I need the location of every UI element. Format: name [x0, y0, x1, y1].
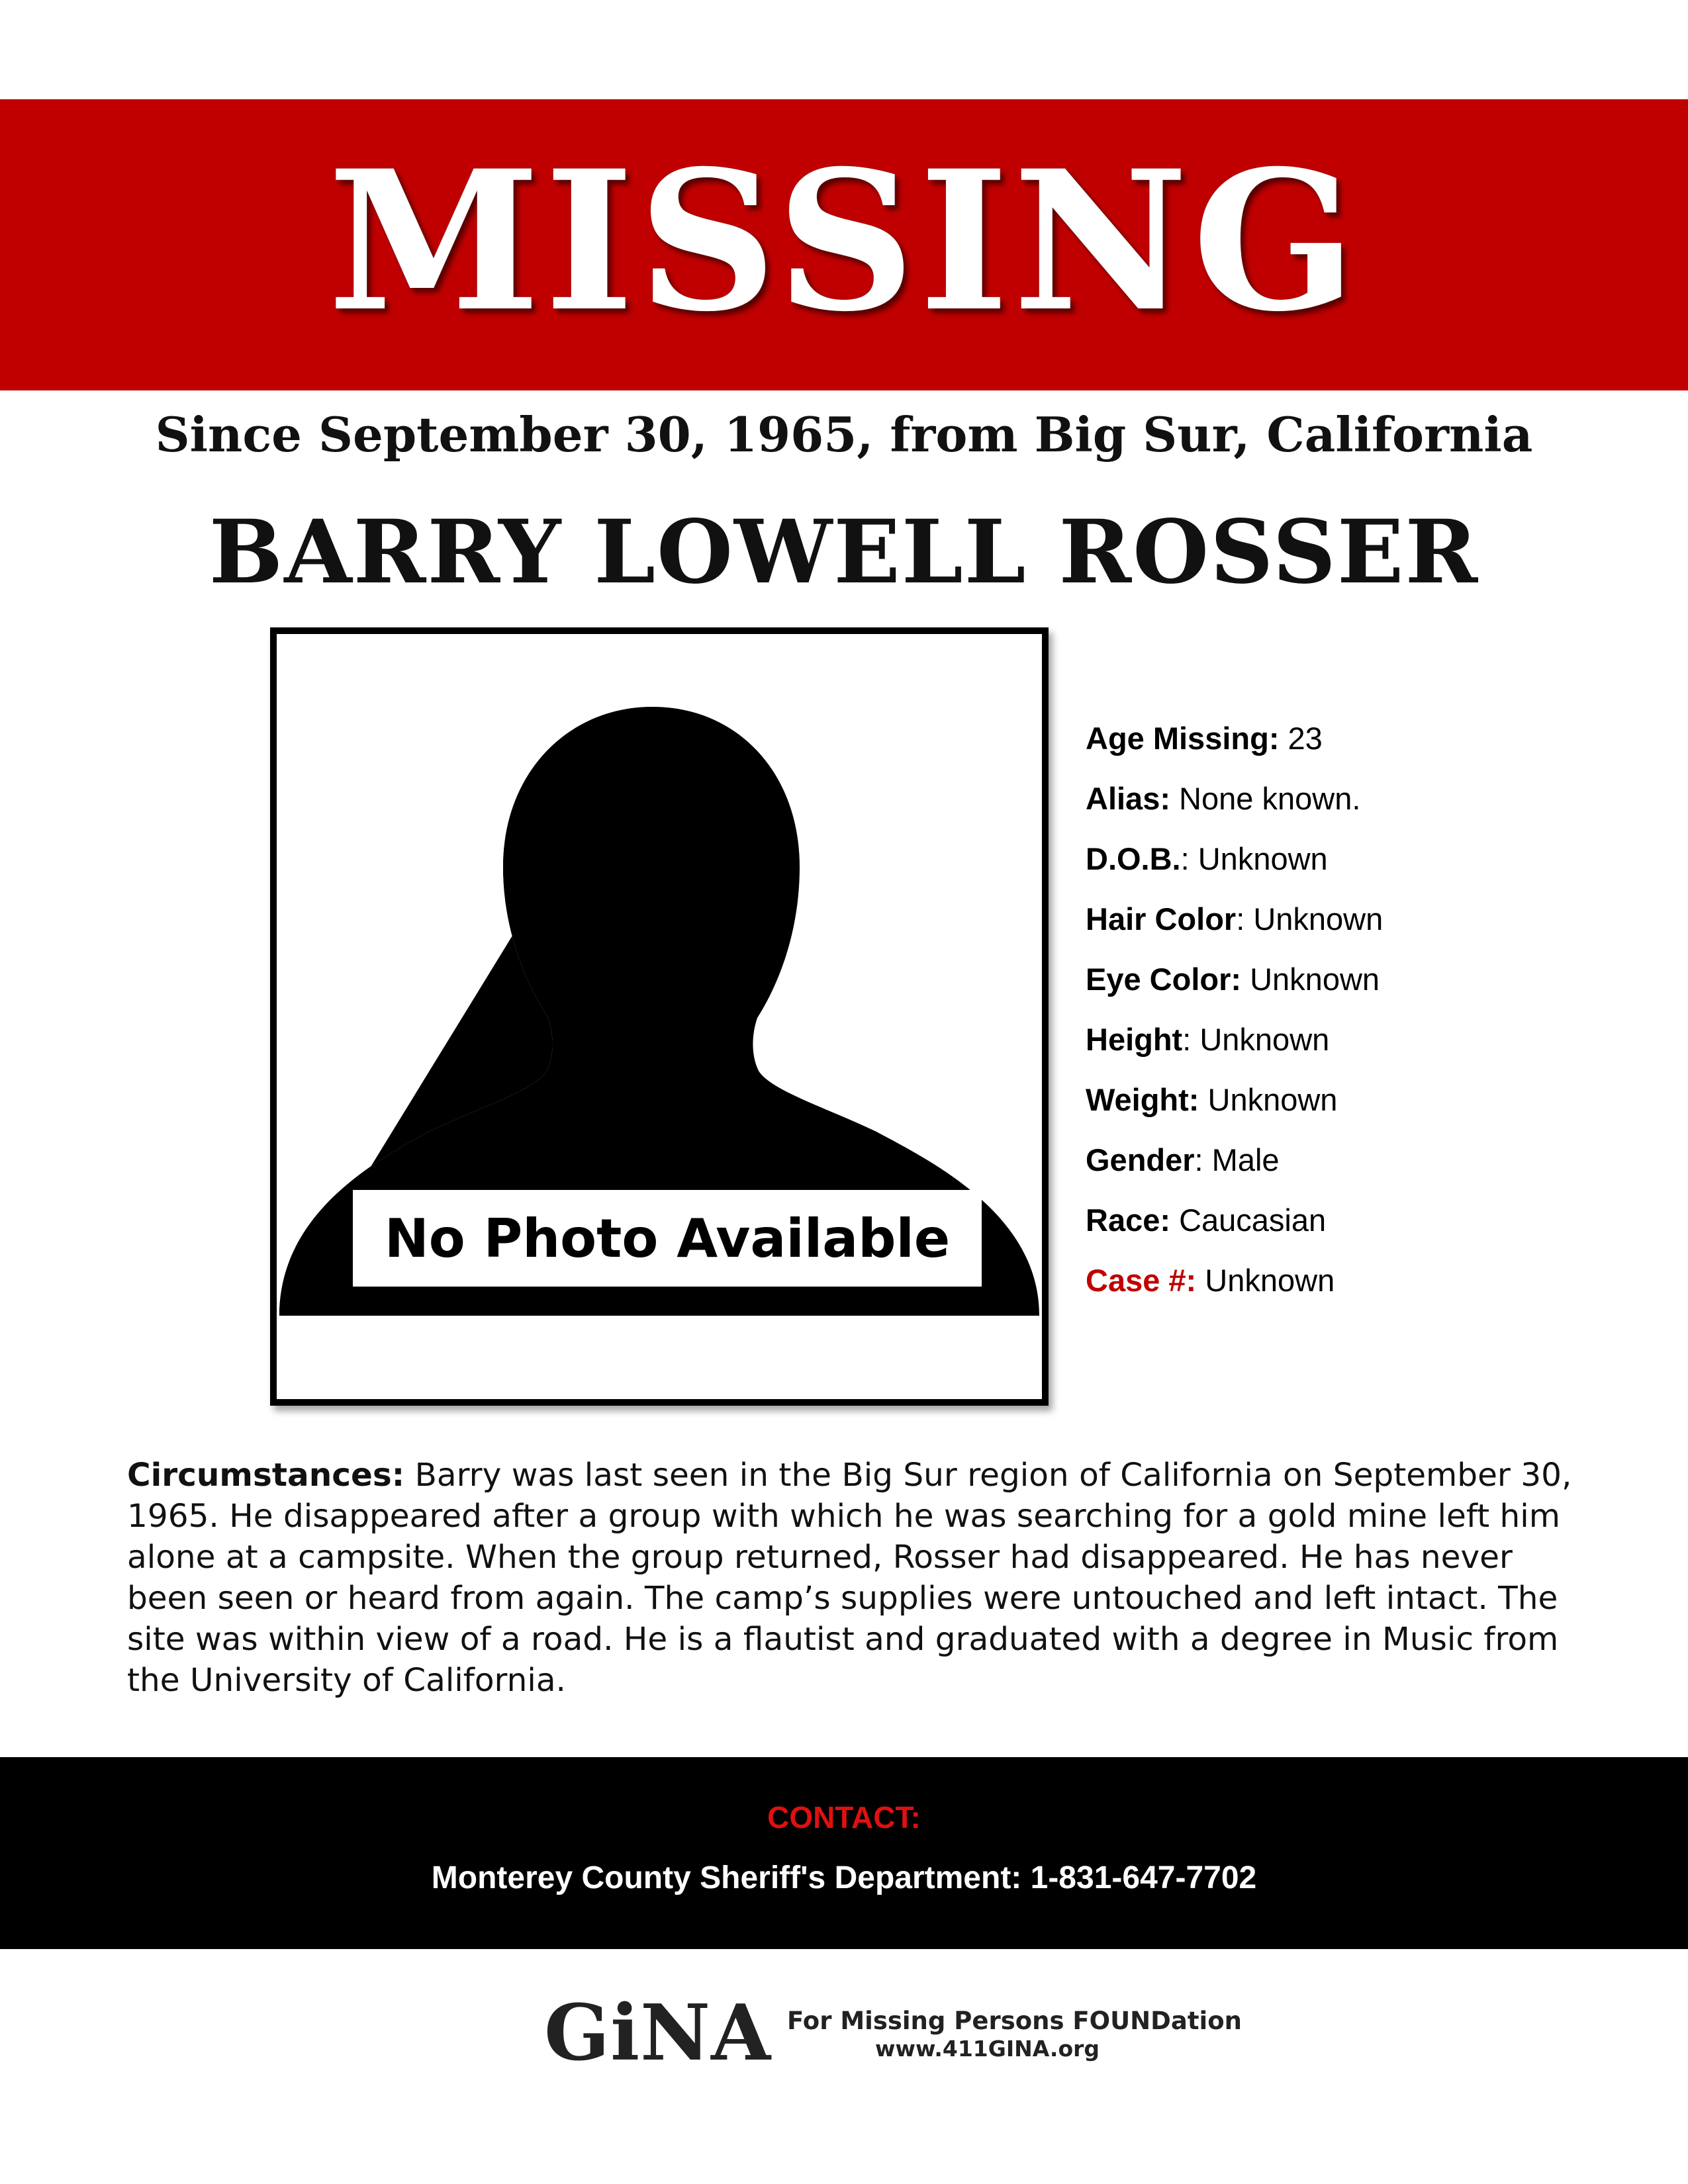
detail-dob: D.O.B.: Unknown [1086, 841, 1328, 876]
gina-tagline: For Missing Persons FOUNDation [787, 2007, 1242, 2035]
detail-weight: Weight: Unknown [1086, 1082, 1338, 1117]
contact-phone-line: Monterey County Sheriff's Department: 1-831-647-7702 [431, 1860, 1257, 1895]
gina-logo-wordmark: GiNA [544, 1988, 772, 2078]
missing-title: MISSING [328, 129, 1360, 354]
detail-alias: Alias: None known. [1086, 781, 1361, 816]
person-name: BARRY LOWELL ROSSER [209, 501, 1479, 604]
detail-height: Height: Unknown [1086, 1022, 1330, 1057]
detail-age-missing: Age Missing: 23 [1086, 721, 1323, 756]
detail-case-number: Case #: Unknown [1086, 1263, 1335, 1298]
no-photo-label: No Photo Available [353, 1190, 982, 1287]
contact-bar [0, 1757, 1688, 1949]
circumstances-paragraph [127, 1455, 1583, 1701]
detail-race: Race: Caucasian [1086, 1203, 1327, 1238]
photo-frame [270, 627, 1049, 1406]
detail-gender: Gender: Male [1086, 1142, 1280, 1177]
gina-url: www.411GINA.org [875, 2036, 1100, 2062]
missing-since-text: Since September 30, 1965, from Big Sur, California [155, 406, 1533, 463]
circumstances-text: Barry was last seen in the Big Sur region of California on September 30, 1965. He disappeared after a group with which he was searching for a gold mine left him alone at a campsite. When the group returned, Rosser had disappeared. He has never been seen or heard from again. The camp’s supplies were untouched and left intact. The site was within view of a road. He is a flautist and graduated with a degree in Music from the University of California. [127, 1457, 1572, 1699]
contact-title: CONTACT: [767, 1800, 921, 1835]
details-list [1086, 708, 1668, 1310]
circumstances-label: Circumstances: [127, 1457, 405, 1494]
detail-eye-color: Eye Color: Unknown [1086, 962, 1380, 997]
detail-hair-color: Hair Color: Unknown [1086, 901, 1383, 936]
gina-logo [544, 1988, 1242, 2078]
